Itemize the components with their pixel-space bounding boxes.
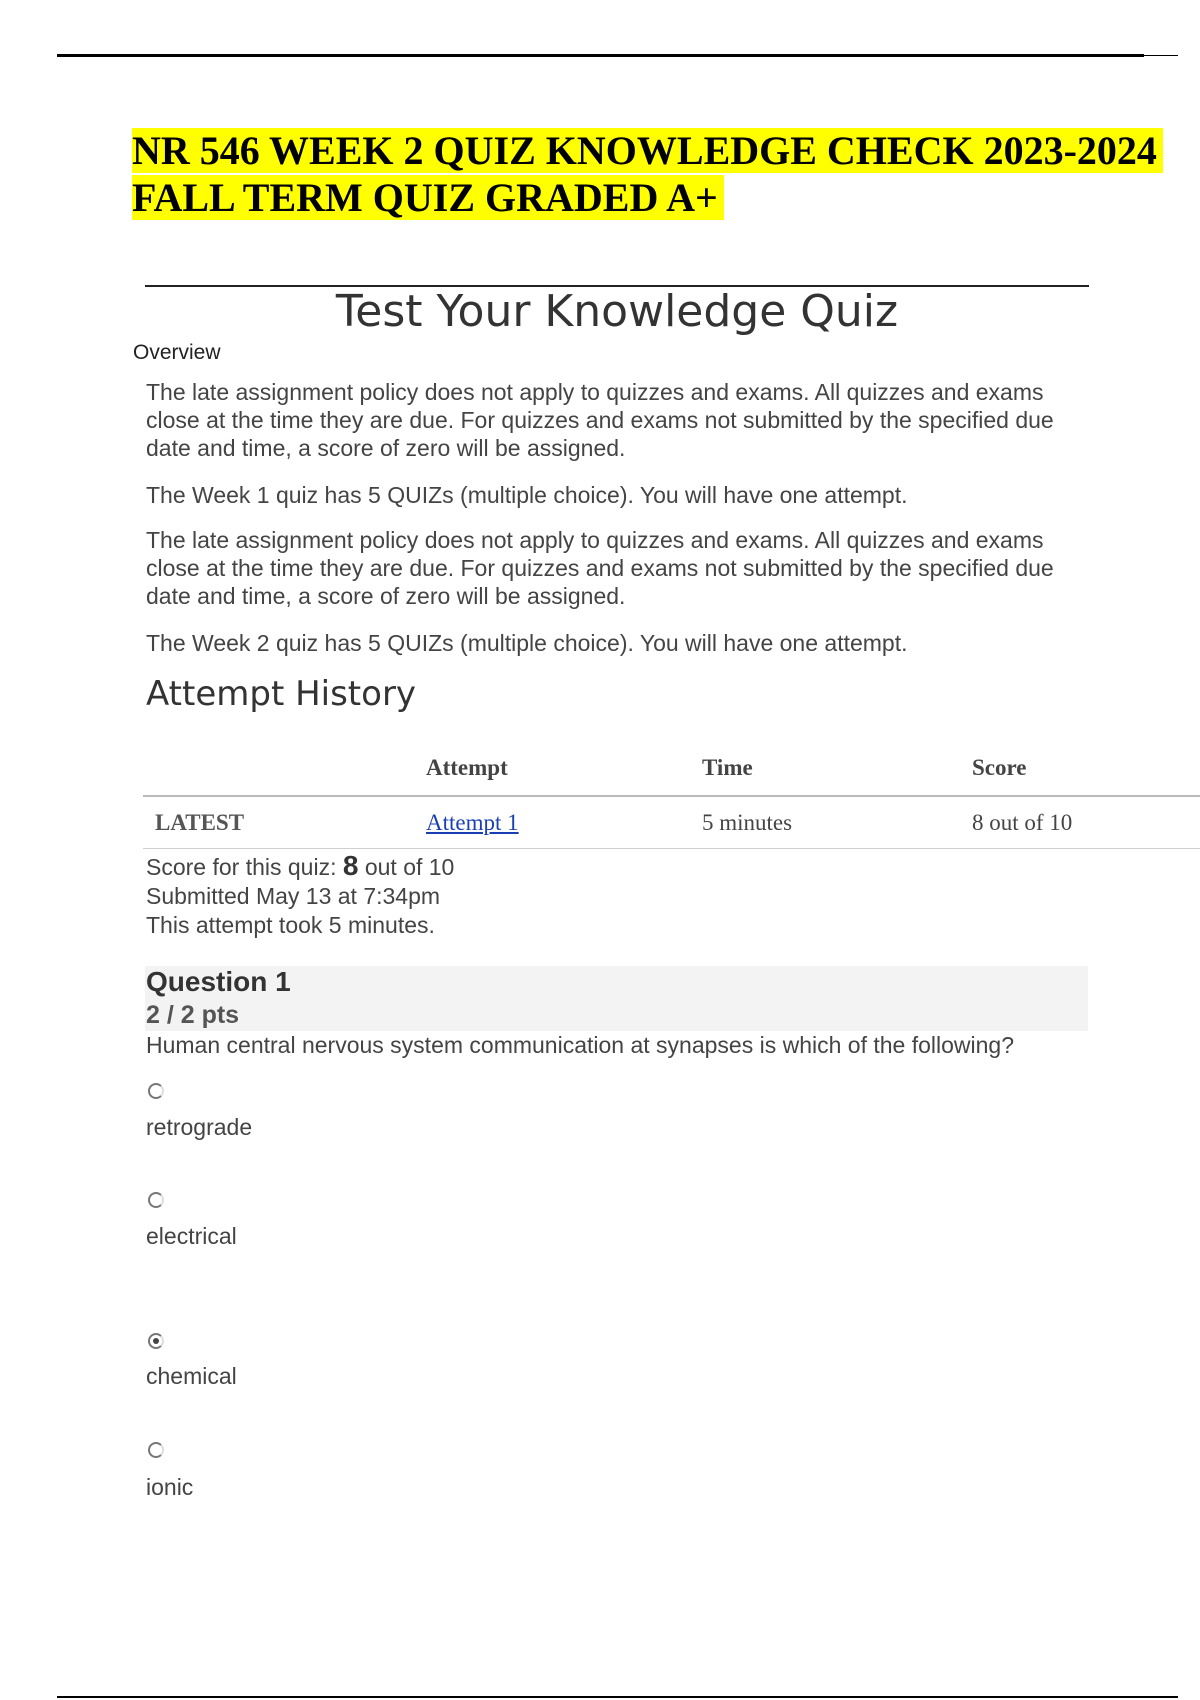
attempt-history-heading: Attempt History bbox=[146, 674, 417, 714]
column-header-score: Score bbox=[972, 754, 1027, 780]
week1-info-paragraph: The Week 1 quiz has 5 QUIZs (multiple choice). You will have one attempt. bbox=[146, 482, 908, 508]
duration-line: This attempt took 5 minutes. bbox=[146, 912, 435, 938]
policy-paragraph-2: The late assignment policy does not apply to quizzes and exams. All quizzes and exams close at the time they are due. For quizzes and exams not submitted by the specified due date and time, a score of zero will be assigned. bbox=[146, 527, 1054, 609]
attempt-cell bbox=[426, 796, 702, 849]
option-label-ionic: ionic bbox=[146, 1474, 194, 1500]
top-rule-tail bbox=[1144, 55, 1178, 56]
row-label-latest: LATEST bbox=[143, 796, 426, 849]
score-suffix: out of 10 bbox=[358, 854, 455, 880]
column-header-attempt: Attempt bbox=[426, 754, 508, 780]
header-corner-cell bbox=[143, 740, 426, 796]
option-label-chemical: chemical bbox=[146, 1363, 237, 1389]
policy-paragraph-1: The late assignment policy does not apply to quizzes and exams. All quizzes and exams close at the time they are due. For quizzes and exams not submitted by the specified due date and time, a score of zero will be assigned. bbox=[146, 379, 1054, 461]
document-title-line2: FALL TERM QUIZ GRADED A+ bbox=[132, 175, 724, 220]
option-label-retrograde: retrograde bbox=[146, 1114, 253, 1140]
option-label-electrical: electrical bbox=[146, 1223, 237, 1249]
submitted-line: Submitted May 13 at 7:34pm bbox=[146, 883, 441, 909]
radio-option-retrograde[interactable] bbox=[148, 1083, 164, 1099]
attempt-history-table bbox=[143, 740, 1200, 849]
top-rule bbox=[57, 54, 1144, 57]
column-header-time: Time bbox=[702, 754, 753, 780]
document-title-line1: NR 546 WEEK 2 QUIZ KNOWLEDGE CHECK 2023-2024 bbox=[132, 128, 1163, 173]
radio-option-electrical[interactable] bbox=[148, 1192, 164, 1208]
quiz-summary bbox=[146, 851, 454, 940]
attempt-1-link[interactable]: Attempt 1 bbox=[426, 809, 519, 835]
question-text: Human central nervous system communication at synapses is which of the following? bbox=[146, 1032, 1015, 1058]
table-row bbox=[143, 796, 1200, 849]
score-value: 8 bbox=[342, 850, 359, 881]
question-title: Question 1 bbox=[146, 966, 291, 997]
overview-label: Overview bbox=[133, 341, 221, 364]
time-cell: 5 minutes bbox=[702, 796, 972, 849]
question-points: 2 / 2 pts bbox=[146, 1001, 240, 1029]
bottom-rule bbox=[57, 1696, 1178, 1698]
quiz-score-line bbox=[146, 851, 454, 882]
quiz-title: Test Your Knowledge Quiz bbox=[335, 286, 899, 337]
document-title bbox=[132, 127, 1182, 221]
score-cell: 8 out of 10 bbox=[972, 796, 1200, 849]
week2-info-paragraph: The Week 2 quiz has 5 QUIZs (multiple choice). You will have one attempt. bbox=[146, 630, 908, 656]
radio-option-ionic[interactable] bbox=[148, 1442, 164, 1458]
score-prefix: Score for this quiz: bbox=[146, 854, 343, 880]
table-header-row bbox=[143, 740, 1200, 796]
radio-option-chemical[interactable] bbox=[148, 1333, 164, 1349]
